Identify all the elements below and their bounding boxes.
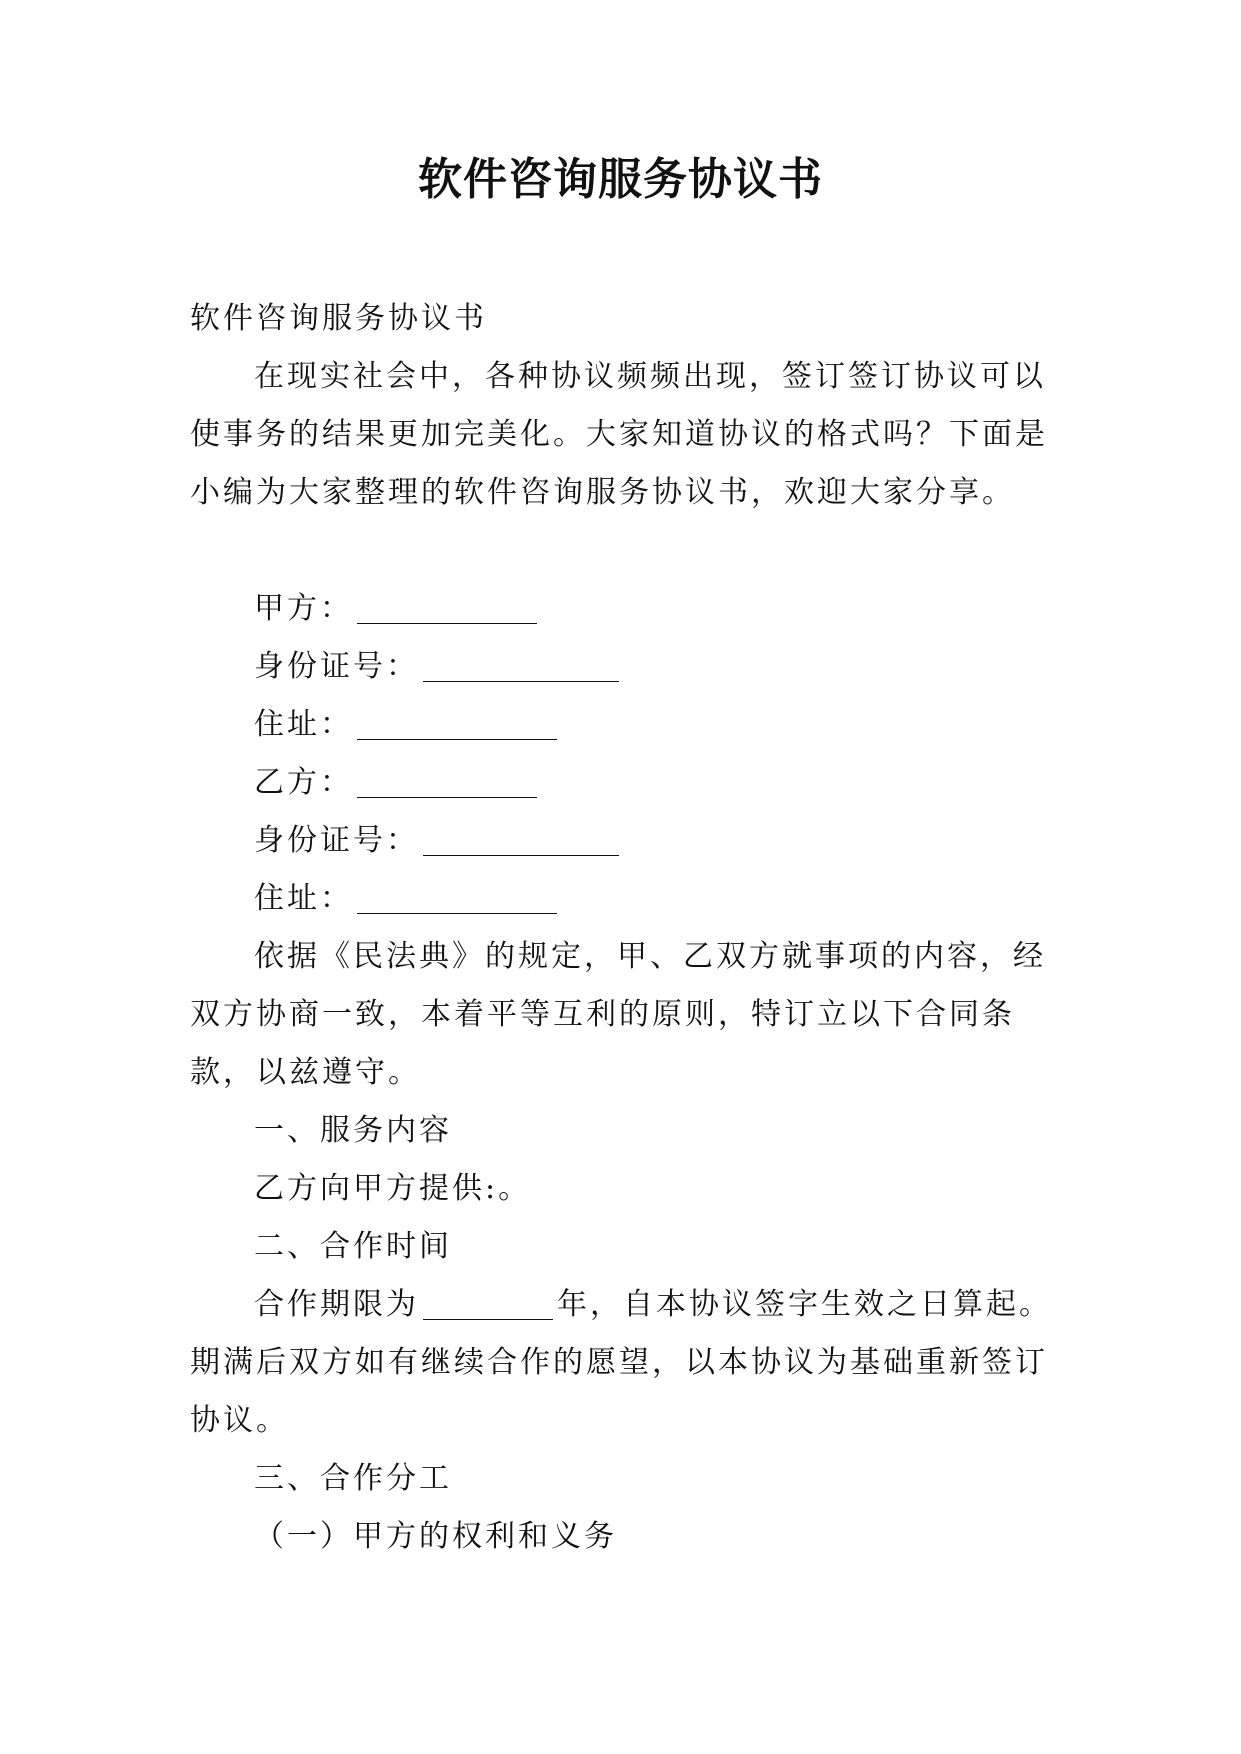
party-b-name-blank bbox=[357, 767, 537, 798]
section3-heading: 三、合作分工 bbox=[254, 1461, 452, 1496]
party-b-address-line bbox=[190, 870, 1060, 928]
party-b-address-label: 住址： bbox=[254, 881, 353, 916]
party-b-address-blank bbox=[357, 883, 557, 914]
party-b-line bbox=[190, 754, 1060, 812]
document-subtitle: 软件咨询服务协议书 bbox=[190, 301, 487, 336]
party-b-id-line bbox=[190, 812, 1060, 870]
intro-paragraph: 在现实社会中，各种协议频频出现，签订签订协议可以使事务的结果更加完美化。大家知道协议的格式吗？下面是小编为大家整理的软件咨询服务协议书，欢迎大家分享。 bbox=[190, 359, 1048, 510]
party-b-id-blank bbox=[423, 825, 619, 856]
party-a-id-label: 身份证号： bbox=[254, 649, 419, 684]
party-a-line bbox=[190, 580, 1060, 638]
document-title: 软件咨询服务协议书 bbox=[418, 154, 823, 205]
party-a-id-blank bbox=[423, 651, 619, 682]
party-a-address-blank bbox=[357, 709, 557, 740]
basis-paragraph: 依据《民法典》的规定，甲、乙双方就事项的内容，经双方协商一致，本着平等互利的原则，特订立以下合同条款，以兹遵守。 bbox=[190, 939, 1046, 1090]
term-years-blank bbox=[423, 1289, 553, 1320]
document-body bbox=[190, 290, 1060, 1566]
party-b-label: 乙方： bbox=[254, 765, 353, 800]
party-a-id-line bbox=[190, 638, 1060, 696]
spacer bbox=[190, 522, 1060, 580]
section2-text-before: 合作期限为 bbox=[254, 1287, 419, 1322]
section2-heading: 二、合作时间 bbox=[254, 1229, 452, 1264]
party-a-label: 甲方： bbox=[254, 591, 353, 626]
section2-text-after: 年，自本协议签字生效之日算起。期满后双方如有继续合作的愿望，以本协议为基础重新签订协议。 bbox=[190, 1287, 1052, 1438]
party-a-name-blank bbox=[357, 593, 537, 624]
party-a-address-label: 住址： bbox=[254, 707, 353, 742]
section2-text bbox=[190, 1276, 1060, 1450]
party-a-address-line bbox=[190, 696, 1060, 754]
section3-sub1: （一）甲方的权利和义务 bbox=[254, 1519, 617, 1554]
party-b-id-label: 身份证号： bbox=[254, 823, 419, 858]
section1-heading: 一、服务内容 bbox=[254, 1113, 452, 1148]
section1-text: 乙方向甲方提供:。 bbox=[254, 1171, 532, 1206]
